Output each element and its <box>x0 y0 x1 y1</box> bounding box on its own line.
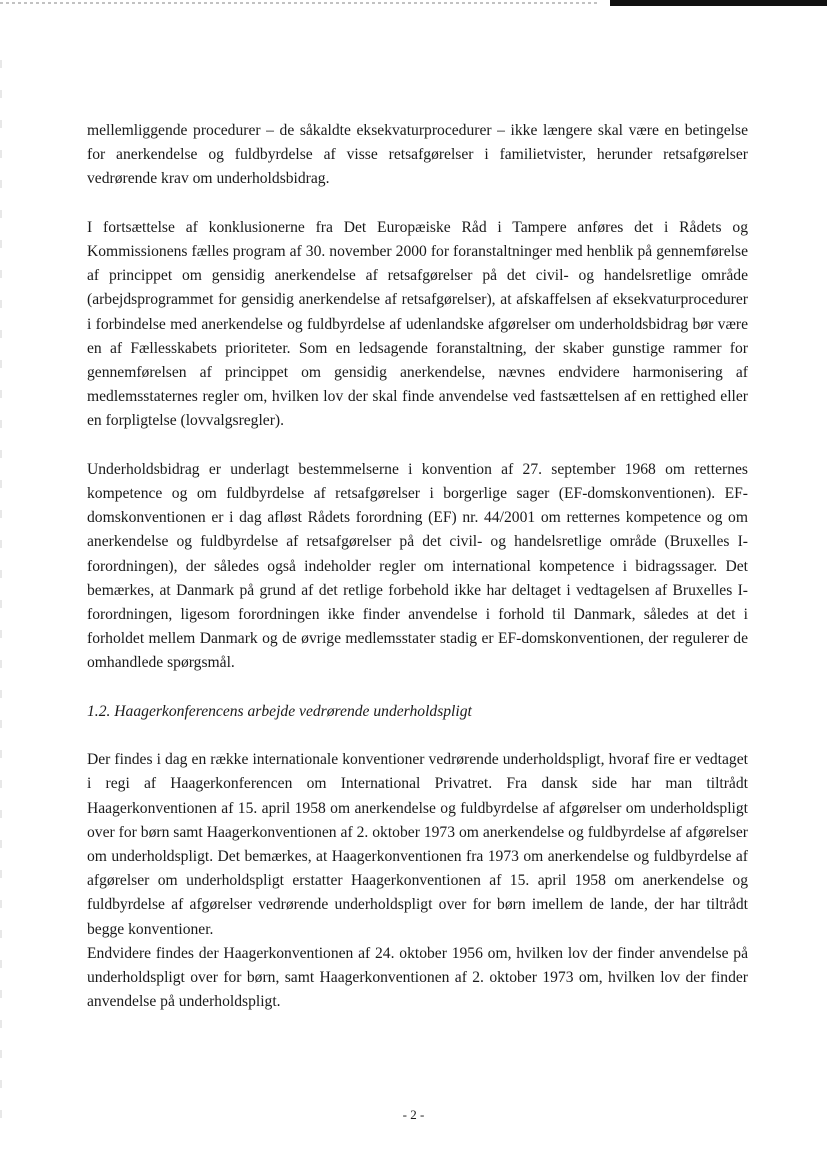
paragraph-konventioner: Der findes i dag en række internationale konventioner vedrørende underholdspligt, hvoraf fire er vedtaget i regi af Haagerkonferencen om International Privatret. Fra dansk side har man tiltrådt Haagerkonventionen af 15. april 1958 om anerkendelse og fuldbyrdelse af afgørelser om underholdspligt over for børn samt Haagerkonventionen af 2. oktober 1973 om anerkendelse og fuldbyrdelse af afgørelser om underholdspligt. Det bemærkes, at Haagerkonventionen fra 1973 om anerkendelse og fuldbyrdelse af afgørelser om underholdspligt erstatter Haagerkonventionen af 15. april 1958 om anerkendelse og fuldbyrdelse af afgørelser vedrørende underholdspligt over for børn imellem de lande, der har tiltrådt begge konventioner. <box>87 751 748 938</box>
paragraph-spacer <box>87 676 748 700</box>
paragraph-lovvalg: Endvidere findes der Haagerkonventionen af 24. oktober 1956 om, hvilken lov der finder anvendelse på underholdspligt over for børn, samt Haagerkonventionen af 2. oktober 1973 om, hvilken lov der finder anvendelse på underholdspligt. <box>87 944 748 1011</box>
paragraph-underholdsbidrag: Underholdsbidrag er underlagt bestemmelserne i konvention af 27. september 1968 om retternes kompetence og om fuldbyrdelse af retsafgørelser i borgerlige sager (EF-domskonventionen). EF-domskonventionen er i dag afløst Rådets forordning (EF) nr. 44/2001 om retternes kompetence og om anerkendelse og fuldbyrdelse af retsafgørelser på det civil- og handelsretlige område (Bruxelles I-forordningen), der således også indeholder regler om international kompetence i bidragssager. Det bemærkes, at Danmark på grund af det retlige forbehold ikke har deltaget i vedtagelsen af Bruxelles I-forordningen, ligesom forordningen ikke finder anvendelse i forhold til Danmark, således at det i forholdet mellem Danmark og de øvrige medlemsstater stadig er EF-domskonventionen, der regulerer de omhandlede spørgsmål. <box>87 460 748 672</box>
scan-artifact-left <box>0 60 2 1140</box>
scan-noise-line <box>0 2 600 4</box>
section-heading: 1.2. Haagerkonferencens arbejde vedrørende underholdspligt <box>87 702 472 720</box>
scan-edge-bar <box>610 0 827 6</box>
paragraph-spacer <box>87 724 748 748</box>
document-body <box>87 119 748 1014</box>
paragraph-spacer <box>87 434 748 458</box>
paragraph-tampere-program: I fortsættelse af konklusionerne fra Det Europæiske Råd i Tampere anføres det i Rådets og Kommissionens fælles program af 30. november 2000 for foranstaltninger med henblik på gennemførelse af princippet om gensidig anerkendelse af retsafgørelser på det civil- og handelsretlige område (arbejdsprogrammet for gensidig anerkendelse af retsafgørelser), at afskaffelsen af eksekvaturprocedurer i forbindelse med anerkendelse og fuldbyrdelse af udenlandske afgørelser om underholdsbidrag bør være en af Fællesskabets prioriteter. Som en ledsagende foranstaltning, der skaber gunstige rammer for gennemførelsen af princippet om gensidig anerkendelse, nævnes endvidere harmonisering af medlemsstaternes regler om, hvilken lov der skal finde anvendelse ved fastsættelsen af en rettighed eller en forpligtelse (lovvalgsregler). <box>87 218 748 430</box>
paragraph-continuation: mellemliggende procedurer – de såkaldte eksekvaturprocedurer – ikke længere skal være en betingelse for anerkendelse og fuldbyrdelse af visse retsafgørelser i familietvister, herunder retsafgørelser vedrørende krav om underholdsbidrag. <box>87 122 748 188</box>
paragraph-spacer <box>87 192 748 216</box>
page-number: - 2 - <box>402 1107 425 1122</box>
scan-artifact-top <box>0 0 827 10</box>
